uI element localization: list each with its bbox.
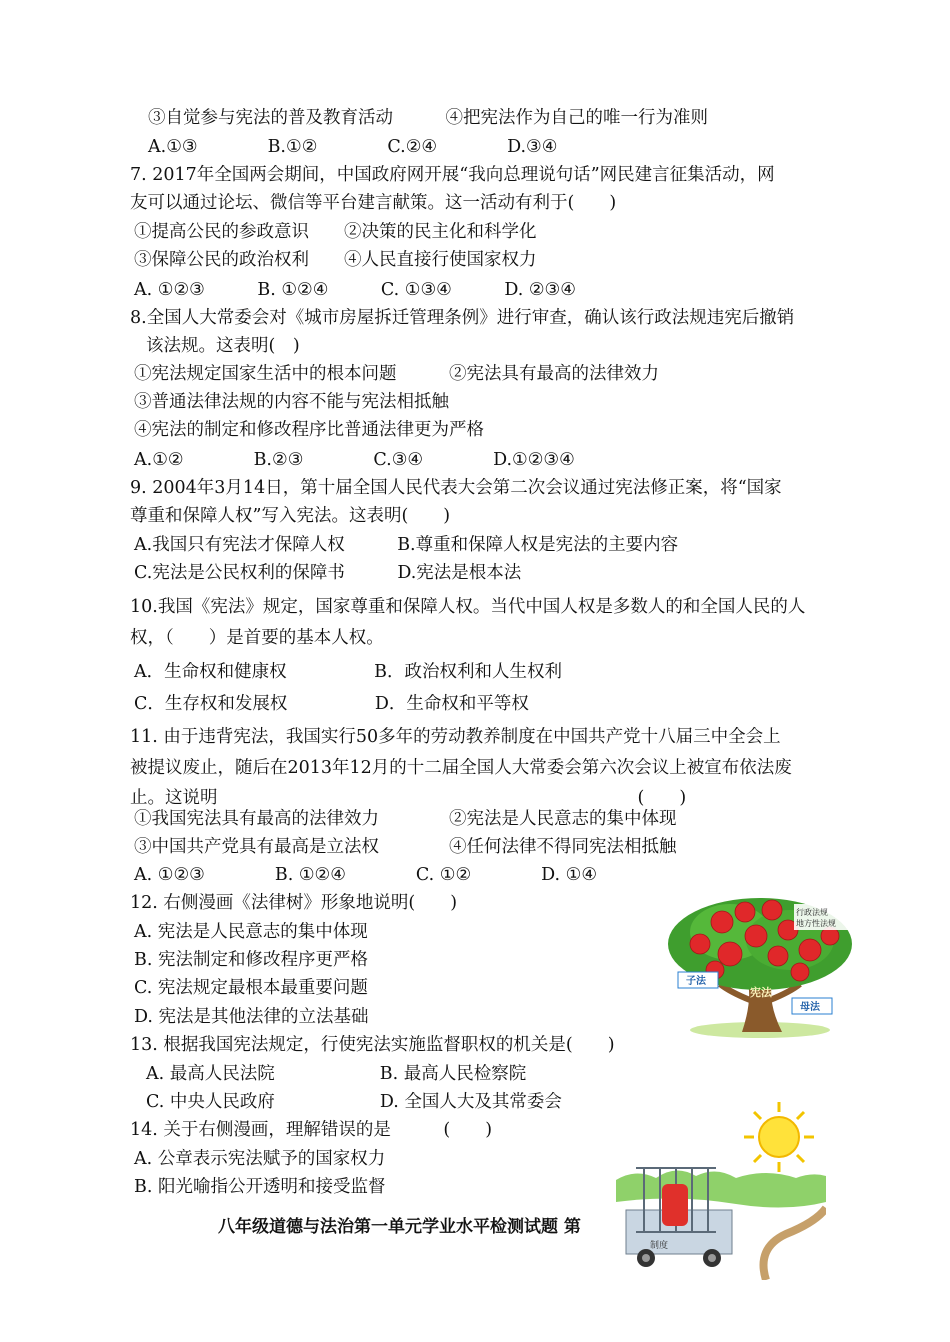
q8-answers: A.①② B.②③ C.③④ D.①②③④	[134, 450, 575, 470]
q8-stem-1: 8.全国人大常委会对《城市房屋拆迁管理条例》进行审查，确认该行政法规违宪后撤销	[130, 308, 795, 328]
q7-stem-2: 友可以通过论坛、微信等平台建言献策。这一活动有利于( )	[130, 193, 617, 213]
q10-options-ab: A．生命权和健康权 B．政治权利和人生权利	[134, 662, 562, 682]
q6-answers: A.①③ B.①② C.②④ D.③④	[148, 137, 558, 157]
q13-stem: 13. 根据我国宪法规定，行使宪法实施监督职权的机关是( )	[130, 1035, 615, 1055]
q12-stem: 12. 右侧漫画《法律树》形象地说明( )	[130, 893, 458, 913]
q10-stem-1: 10.我国《宪法》规定，国家尊重和保障人权。当代中国人权是多数人的和全国人民的人	[130, 597, 806, 617]
q13-options-cd: C. 中央人民政府 D. 全国人大及其常委会	[146, 1092, 562, 1112]
cage-cartoon	[616, 1098, 826, 1280]
q8-stem-2: 该法规。这表明( )	[146, 336, 300, 356]
q8-option-3: ③普通法律法规的内容不能与宪法相抵触	[134, 392, 449, 412]
q12-option-b: B. 宪法制定和修改程序更严格	[134, 950, 368, 970]
tree-label-zifa: 子法	[686, 976, 706, 987]
page-footer: 八年级道德与法治第一单元学业水平检测试题 第	[218, 1217, 581, 1237]
q12-option-d: D. 宪法是其他法律的立法基础	[134, 1007, 369, 1027]
q11-stem-2: 被提议废止，随后在2013年12月的十二届全国人大常委会第六次会议上被宣布依法废	[130, 758, 792, 778]
q7-options-34: ③保障公民的政治权利 ④人民直接行使国家权力	[134, 250, 537, 270]
q10-options-cd: C．生存权和发展权 D．生命权和平等权	[134, 694, 529, 714]
q14-option-b: B. 阳光喻指公开透明和接受监督	[134, 1177, 386, 1197]
q7-answers: A. ①②③ B. ①②④ C. ①③④ D. ②③④	[134, 280, 576, 300]
q10-stem-2: 权，（ ）是首要的基本人权。	[130, 628, 384, 648]
q13-options-ab: A. 最高人民法院 B. 最高人民检察院	[146, 1064, 527, 1084]
q12-option-a: A. 宪法是人民意志的集中体现	[134, 922, 368, 942]
q8-options-12: ①宪法规定国家生活中的根本问题 ②宪法具有最高的法律效力	[134, 364, 659, 384]
q9-stem-1: 9. 2004年3月14日，第十届全国人民代表大会第二次会议通过宪法修正案，将“国家	[130, 478, 782, 498]
q11-answers: A. ①②③ B. ①②④ C. ①② D. ①④	[134, 865, 598, 885]
tree-label-xingzheng: 行政法规	[796, 908, 828, 917]
q9-options-cd: C.宪法是公民权利的保障书 D.宪法是根本法	[134, 563, 522, 583]
q7-options-12: ①提高公民的参政意识 ②决策的民主化和科学化	[134, 222, 537, 242]
q11-stem-3: 止。这说明 ( )	[130, 788, 687, 808]
tree-label-difang: 地方性法规	[796, 919, 836, 928]
q14-stem: 14. 关于右侧漫画，理解错误的是 ( )	[130, 1120, 493, 1140]
law-tree-cartoon	[660, 892, 858, 1040]
q6-options-34: ③自觉参与宪法的普及教育活动 ④把宪法作为自己的唯一行为准则	[148, 108, 708, 128]
tree-label-xianfa: 宪法	[750, 986, 772, 999]
q9-stem-2: 尊重和保障人权”写入宪法。这表明( )	[130, 506, 451, 526]
tree-label-mufa: 母法	[800, 1002, 820, 1013]
cage-label: 制度	[650, 1241, 669, 1251]
q7-stem-1: 7. 2017年全国两会期间，中国政府网开展“我向总理说句话”网民建言征集活动，网	[130, 165, 775, 185]
q11-options-34: ③中国共产党具有最高是立法权 ④任何法律不得同宪法相抵触	[134, 837, 677, 857]
q9-options-ab: A.我国只有宪法才保障人权 B.尊重和保障人权是宪法的主要内容	[134, 535, 679, 555]
q12-option-c: C. 宪法规定最根本最重要问题	[134, 978, 368, 998]
q11-options-12: ①我国宪法具有最高的法律效力 ②宪法是人民意志的集中体现	[134, 809, 677, 829]
q8-option-4: ④宪法的制定和修改程序比普通法律更为严格	[134, 420, 484, 440]
q11-stem-1: 11. 由于违背宪法，我国实行50多年的劳动教养制度在中国共产党十八届三中全会上	[130, 727, 781, 747]
q14-option-a: A. 公章表示宪法赋予的国家权力	[134, 1149, 386, 1169]
